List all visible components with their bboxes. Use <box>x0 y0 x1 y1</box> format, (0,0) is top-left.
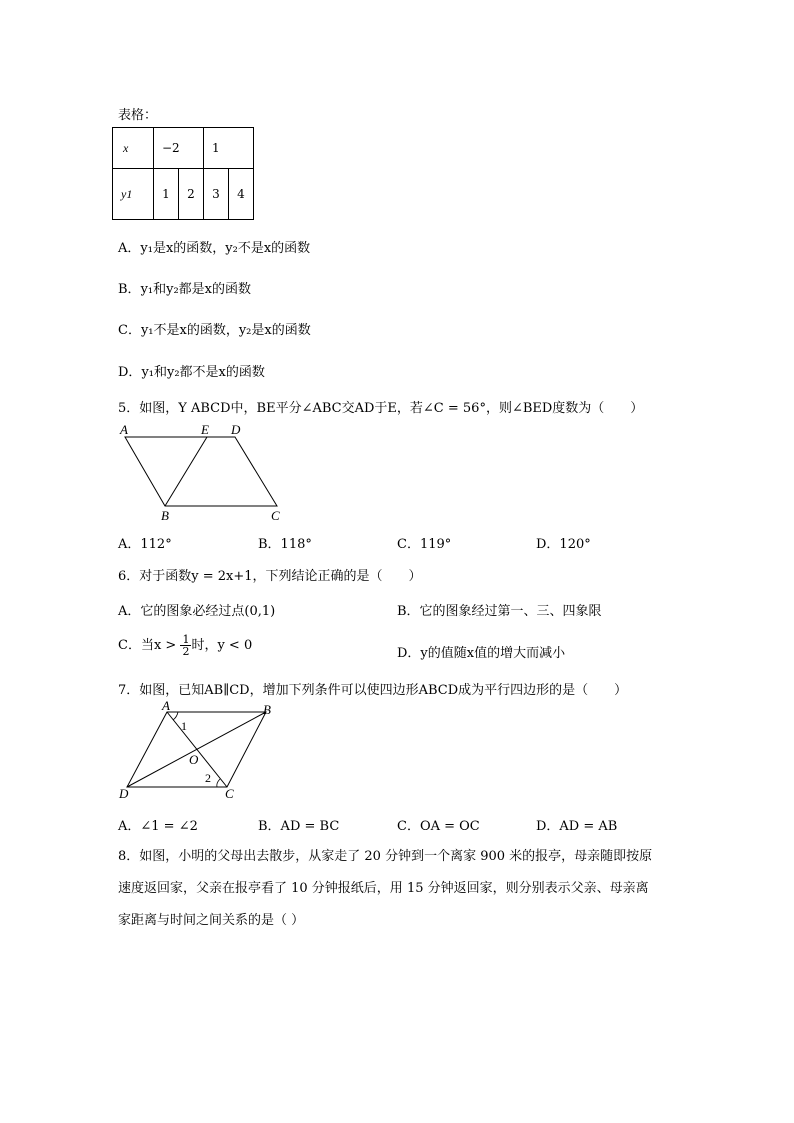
value-table <box>112 127 254 220</box>
q5-label-c: C <box>271 508 280 523</box>
q6-stem: 6．对于函数y = 2x+1，下列结论正确的是（ ） <box>118 569 422 584</box>
q4-option-c: C．y₁不是x的函数，y₂是x的函数 <box>118 323 311 338</box>
table-cell: 3 <box>204 169 229 220</box>
q7-option-b: B．AD = BC <box>258 819 340 834</box>
q7-stem: 7．如图，已知AB∥CD，增加下列条件可以使四边形ABCD成为平行四边形的是（ ） <box>118 683 628 698</box>
q5-label-d: D <box>231 422 241 437</box>
q6-option-b: B．它的图象经过第一、三、四象限 <box>397 604 602 619</box>
q7-option-d: D．AD = AB <box>536 819 618 834</box>
q5-label-e: E <box>201 422 209 437</box>
q8-line-2: 速度返回家，父亲在报亭看了 10 分钟报纸后，用 15 分钟返回家，则分别表示父亲、母亲离 <box>118 881 649 896</box>
q5-label-a: A <box>120 422 128 437</box>
q7-label-c: C <box>225 786 234 801</box>
q5-label-b: B <box>161 508 169 523</box>
q7-quadrilateral-figure <box>115 700 285 805</box>
q8-line-1: 8．如图，小明的父母出去散步，从家走了 20 分钟到一个离家 900 米的报亭，母亲随即按原 <box>118 849 653 864</box>
q5-option-a: A．112° <box>118 537 172 552</box>
q7-label-a: A <box>162 700 170 713</box>
table-cell-1: 1 <box>204 128 254 169</box>
q7-label-o: O <box>189 752 199 767</box>
q7-option-c: C．OA = OC <box>397 819 480 834</box>
q7-label-d: D <box>119 786 129 801</box>
q7-angle-1: 1 <box>181 719 187 733</box>
table-cell-y1: y1 <box>113 169 154 220</box>
table-cell: 1 <box>154 169 179 220</box>
q5-option-d: D．120° <box>536 537 591 552</box>
q6-option-c: C．当x > $\frac{1}{2}$ 时，y < 0 <box>118 633 253 658</box>
q6-option-d: D．y的值随x值的增大而减小 <box>397 646 566 661</box>
q7-option-a: A．∠1 = ∠2 <box>118 819 198 834</box>
q5-option-b: B．118° <box>258 537 312 552</box>
q4-option-b: B．y₁和y₂都是x的函数 <box>118 282 252 297</box>
table-cell-x: x <box>113 128 154 169</box>
table-label: 表格： <box>118 108 158 123</box>
q5-parallelogram-figure <box>115 420 295 525</box>
q4-option-a: A．y₁是x的函数，y₂不是x的函数 <box>118 241 311 256</box>
table-cell: 4 <box>229 169 254 220</box>
q5-stem: 5．如图，Y ABCD中，BE平分∠ABC交AD于E，若∠C = 56°，则∠BED度数为（ ） <box>118 401 644 416</box>
q7-label-b: B <box>263 702 271 717</box>
q8-line-3: 家距离与时间之间关系的是（ ） <box>118 913 305 928</box>
q6-option-a: A．它的图象必经过点(0,1) <box>118 604 276 619</box>
q7-angle-2: 2 <box>205 771 211 785</box>
fraction-one-half: $\frac{1}{2}$ <box>182 633 190 658</box>
table-cell: 2 <box>179 169 204 220</box>
table-cell-neg2: −2 <box>154 128 204 169</box>
q5-option-c: C．119° <box>397 537 452 552</box>
q4-option-d: D．y₁和y₂都不是x的函数 <box>118 365 265 380</box>
